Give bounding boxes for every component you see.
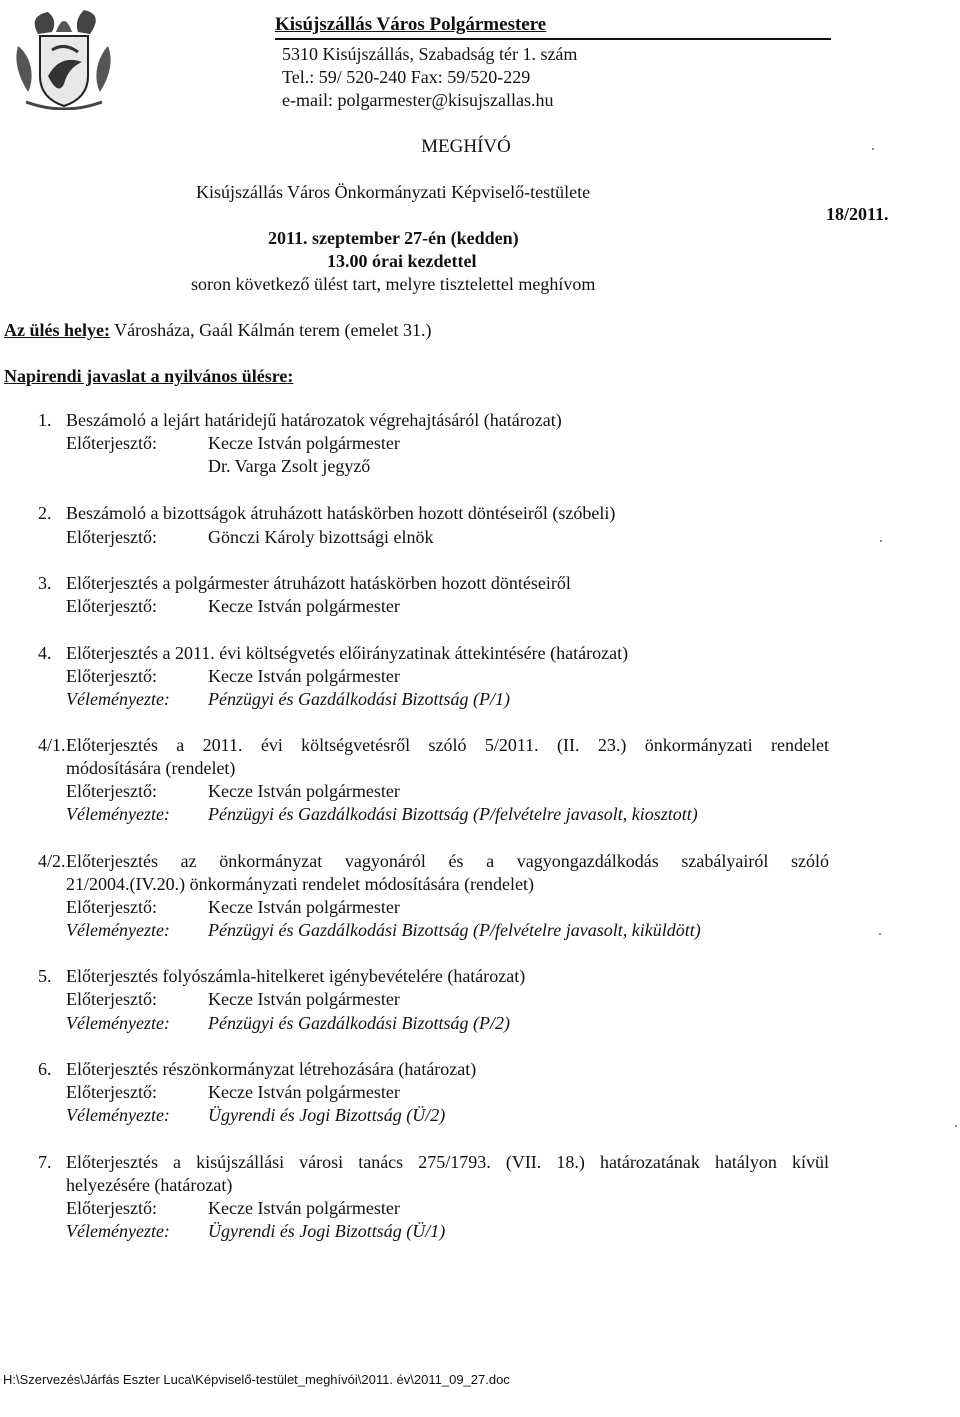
footer-file-path: H:\Szervezés\Járfás Eszter Luca\Képviselő-testület_meghívói\2011. év\2011_09_27.doc: [3, 1372, 510, 1387]
agenda-item-number: 6.: [38, 1059, 52, 1079]
agenda-item-title: Előterjesztés a 2011. évi költségvetés előirányzatinak áttekintésére (határozat): [66, 643, 629, 663]
agenda-item-title-line2: helyezésére (határozat): [66, 1175, 233, 1195]
agenda-item-number: 4.: [38, 643, 52, 663]
reviewer-label: Véleményezte:: [66, 1013, 170, 1033]
agenda-item-title-line2: módosítására (rendelet): [66, 758, 236, 778]
meeting-date: 2011. szeptember 27-én (kedden): [268, 228, 519, 248]
presenter-label: Előterjesztő:: [66, 596, 157, 616]
agenda-item-title-line1: Előterjesztés a kisújszállási városi tanács 275/1793. (VII. 18.) határozatának hatályon kívül: [66, 1152, 829, 1172]
scan-speck: [880, 540, 882, 542]
reviewer-label: Véleményezte:: [66, 920, 170, 940]
document-number: 18/2011.: [826, 204, 889, 224]
presenter-label: Előterjesztő:: [66, 781, 157, 801]
presenter-name: Kecze István polgármester: [208, 1198, 400, 1218]
presenter-name: Kecze István polgármester: [208, 1082, 400, 1102]
reviewer-label: Véleményezte:: [66, 804, 170, 824]
agenda-item-title-line1: Előterjesztés az önkormányzat vagyonáról és a vagyongazdálkodás szabályairól szóló: [66, 851, 829, 871]
venue-value: Városháza, Gaál Kálmán terem (emelet 31.): [114, 320, 432, 340]
presenter-label: Előterjesztő:: [66, 666, 157, 686]
document-title: MEGHÍVÓ: [421, 136, 511, 157]
presenter-name: Kecze István polgármester: [208, 989, 400, 1009]
presenter-name-secondary: Dr. Varga Zsolt jegyző: [208, 456, 371, 476]
scan-speck: [879, 933, 881, 935]
reviewer-label: Véleményezte:: [66, 1221, 170, 1241]
agenda-item-title: Előterjesztés részönkormányzat létrehozására (határozat): [66, 1059, 477, 1079]
presenter-name: Kecze István polgármester: [208, 433, 400, 453]
meeting-time: 13.00 órai kezdettel: [327, 251, 477, 271]
scan-speck: [872, 148, 874, 150]
presenter-name: Kecze István polgármester: [208, 897, 400, 917]
issuer-phone-fax: Tel.: 59/ 520-240 Fax: 59/520-229: [282, 67, 531, 87]
reviewer-name: Pénzügyi és Gazdálkodási Bizottság (P/felvételre javasolt, kiosztott): [208, 804, 698, 824]
council-name: Kisújszállás Város Önkormányzati Képviselő-testülete: [196, 182, 591, 202]
presenter-name: Kecze István polgármester: [208, 596, 400, 616]
presenter-label: Előterjesztő:: [66, 989, 157, 1009]
presenter-label: Előterjesztő:: [66, 433, 157, 453]
issuer-title: Kisújszállás Város Polgármestere: [275, 14, 547, 35]
agenda-heading: Napirendi javaslat a nyilvános ülésre:: [4, 366, 294, 386]
reviewer-name: Pénzügyi és Gazdálkodási Bizottság (P/felvételre javasolt, kiküldött): [208, 920, 701, 940]
presenter-label: Előterjesztő:: [66, 897, 157, 917]
presenter-name: Kecze István polgármester: [208, 781, 400, 801]
agenda-item-title: Beszámoló a bizottságok átruházott hatáskörben hozott döntéseiről (szóbeli): [66, 503, 616, 523]
agenda-item-number: 3.: [38, 573, 52, 593]
venue-line: [4, 320, 432, 341]
issuer-address: 5310 Kisújszállás, Szabadság tér 1. szám: [282, 44, 578, 64]
agenda-item-number: 7.: [38, 1152, 52, 1172]
venue-label: Az ülés helye:: [4, 320, 110, 340]
agenda-item-title-line2: 21/2004.(IV.20.) önkormányzati rendelet módosítására (rendelet): [66, 874, 535, 894]
reviewer-name: Pénzügyi és Gazdálkodási Bizottság (P/1): [208, 689, 510, 709]
agenda-item-number: 1.: [38, 410, 52, 430]
agenda-item-title: Beszámoló a lejárt határidejű határozatok végrehajtásáról (határozat): [66, 410, 562, 430]
reviewer-name: Ügyrendi és Jogi Bizottság (Ü/1): [208, 1221, 446, 1241]
reviewer-name: Pénzügyi és Gazdálkodási Bizottság (P/2): [208, 1013, 510, 1033]
agenda-item-number: 2.: [38, 503, 52, 523]
agenda-item-number: 4/1.: [38, 735, 66, 755]
agenda-item-number: 4/2.: [38, 851, 66, 871]
issuer-email: e-mail: polgarmester@kisujszallas.hu: [282, 90, 554, 110]
presenter-label: Előterjesztő:: [66, 1198, 157, 1218]
reviewer-label: Véleményezte:: [66, 1105, 170, 1125]
reviewer-label: Véleményezte:: [66, 689, 170, 709]
agenda-item-title: Előterjesztés a polgármester átruházott hatáskörben hozott döntéseiről: [66, 573, 571, 593]
agenda-item-title-line1: Előterjesztés a 2011. évi költségvetésről szóló 5/2011. (II. 23.) önkormányzati rendelet: [66, 735, 829, 755]
presenter-name: Gönczi Károly bizottsági elnök: [208, 527, 434, 547]
presenter-name: Kecze István polgármester: [208, 666, 400, 686]
header-rule: [275, 38, 831, 40]
presenter-label: Előterjesztő:: [66, 527, 157, 547]
agenda-item-number: 5.: [38, 966, 52, 986]
invitation-text: soron következő ülést tart, melyre tisztelettel meghívom: [191, 274, 596, 294]
reviewer-name: Ügyrendi és Jogi Bizottság (Ü/2): [208, 1105, 446, 1125]
scan-speck: [955, 1125, 957, 1127]
agenda-item-title: Előterjesztés folyószámla-hitelkeret igénybevételére (határozat): [66, 966, 526, 986]
city-coat-of-arms-icon: [8, 6, 120, 110]
presenter-label: Előterjesztő:: [66, 1082, 157, 1102]
